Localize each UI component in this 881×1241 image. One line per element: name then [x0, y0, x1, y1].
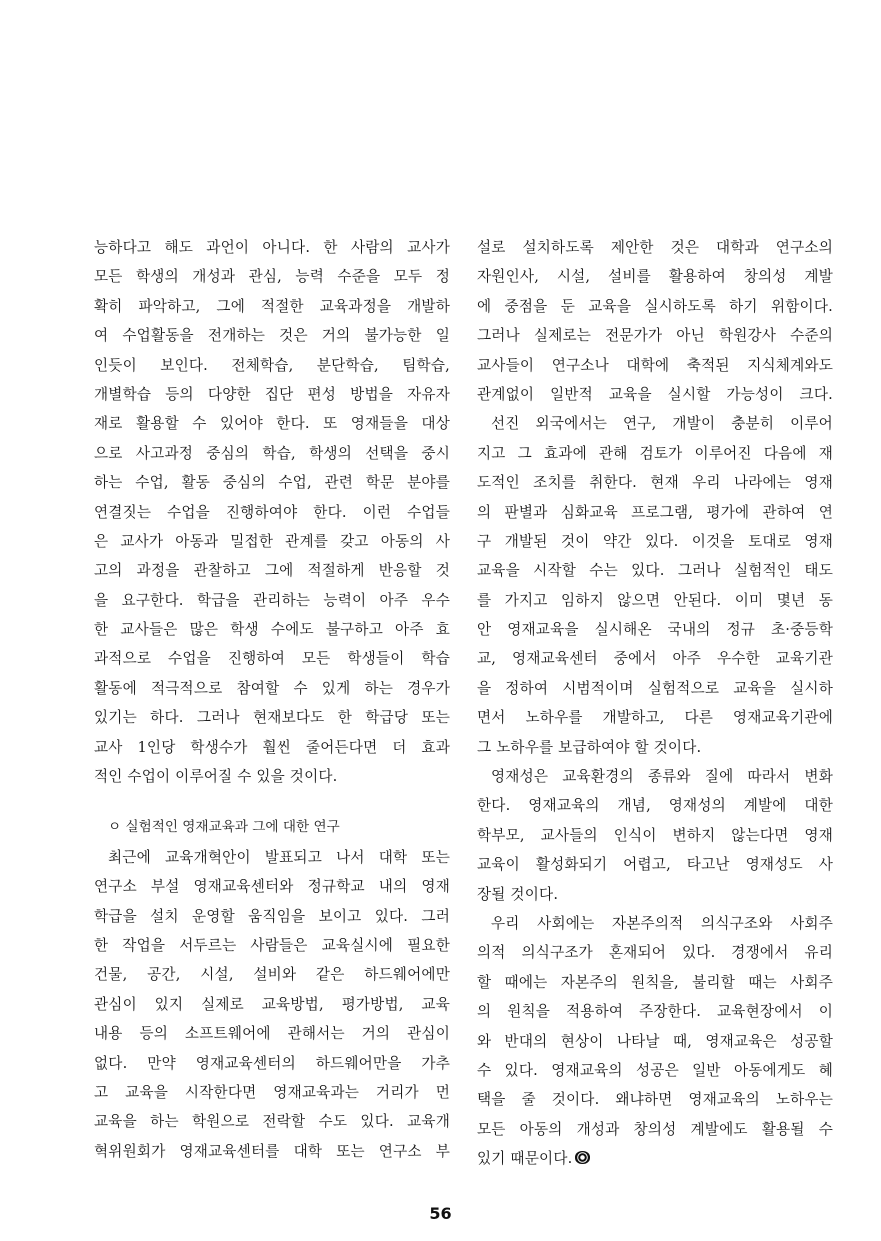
- text-line: 모든 아동의 개성과 창의성 계발에도 활용될 수: [477, 1120, 833, 1138]
- text-line: 과적으로 수업을 진행하여 모든 학생들이 학습: [94, 650, 450, 668]
- text-line: 연구소 부설 영재교육센터와 정규학교 내의 영재: [94, 878, 450, 896]
- text-line: 있기는 하다. 그러나 현재보다도 한 학급당 또는: [94, 709, 450, 727]
- text-line: 확히 파악하고, 그에 적절한 교육과정을 개발하: [94, 297, 450, 315]
- text-line: 택을 줄 것이다. 왜냐하면 영재교육의 노하우는: [477, 1091, 833, 1109]
- text-line: 여 수업활동을 전개하는 것은 거의 불가능한 일: [94, 327, 450, 345]
- text-line: 교사 1인당 학생수가 훨씬 줄어든다면 더 효과: [94, 738, 450, 756]
- text-line: 있기 때문이다.: [477, 1144, 833, 1173]
- text-line: 의 판별과 심화교육 프로그램, 평가에 관하여 연: [477, 503, 833, 521]
- text-line: 혁위원회가 영재교육센터를 대학 또는 연구소 부: [94, 1142, 450, 1160]
- text-line: 자원인사, 시설, 설비를 활용하여 창의성 계발: [477, 268, 833, 286]
- text-line: 안 영재교육을 실시해온 국내의 정규 초·중등학: [477, 621, 833, 639]
- text-line: 구 개발된 것이 약간 있다. 이것을 토대로 영재: [477, 532, 833, 550]
- text-line: 우리 사회에는 자본주의적 의식구조와 사회주: [491, 914, 833, 932]
- paragraph: [477, 233, 833, 409]
- text-line: 지고 그 효과에 관해 검토가 이루어진 다음에 재: [477, 444, 833, 462]
- text-line: 한다. 영재교육의 개념, 영재성의 계발에 대한: [477, 797, 833, 815]
- text-line: 를 가지고 임하지 않으면 안된다. 이미 몇년 동: [477, 591, 833, 609]
- text-line: 학급을 설치 운영할 움직임을 보이고 있다. 그러: [94, 907, 450, 925]
- text-line: 연결짓는 수업을 진행하여야 한다. 이런 수업들: [94, 503, 450, 521]
- text-line: 관계없이 일반적 교육을 실시할 가능성이 크다.: [477, 385, 833, 403]
- left-column: [94, 233, 450, 1166]
- text-line: 수 있다. 영재교육의 성공은 일반 아동에게도 혜: [477, 1061, 833, 1079]
- text-line: 모든 학생의 개성과 관심, 능력 수준을 모두 정: [94, 268, 450, 286]
- text-line: 교사들이 연구소나 대학에 축적된 지식체계와도: [477, 356, 833, 374]
- paragraph: [477, 409, 833, 762]
- paragraph: [477, 762, 833, 909]
- text-line: 그 노하우를 보급하여야 할 것이다.: [477, 738, 702, 756]
- text-line: 와 반대의 현상이 나타날 때, 영재교육은 성공할: [477, 1032, 833, 1050]
- text-line: 개별학습 등의 다양한 집단 편성 방법을 자유자: [94, 385, 450, 403]
- text-line: 에 중점을 둔 교육을 실시하도록 하기 위함이다.: [477, 297, 833, 315]
- text-line: 도적인 조치를 취한다. 현재 우리 나라에는 영재: [477, 474, 833, 492]
- text-line: 그러나 실제로는 전문가가 아닌 학원강사 수준의: [477, 327, 833, 345]
- text-line: 장될 것이다.: [477, 885, 559, 903]
- text-line: 의 원칙을 적용하여 주장한다. 교육현장에서 이: [477, 1003, 833, 1021]
- text-line: 건물, 공간, 시설, 설비와 같은 하드웨어에만: [94, 966, 450, 984]
- text-line: 재로 활용할 수 있어야 한다. 또 영재들을 대상: [94, 415, 450, 433]
- paragraph: [94, 843, 450, 1166]
- article-end-mark-icon: [575, 1151, 590, 1164]
- text-line: 교육을 하는 학원으로 전락할 수도 있다. 교육개: [94, 1113, 450, 1131]
- text-line: 영재성은 교육환경의 종류와 질에 따라서 변화: [491, 768, 833, 786]
- text-line: 한 작업을 서두르는 사람들은 교육실시에 필요한: [94, 936, 450, 954]
- text-line: 고 교육을 시작한다면 영재교육과는 거리가 먼: [94, 1083, 450, 1101]
- text-line: 으로 사고과정 중심의 학습, 학생의 선택을 중시: [94, 444, 450, 462]
- text-line: 설로 설치하도록 제안한 것은 대학과 연구소의: [477, 239, 833, 256]
- text-line: 교육을 시작할 수는 있다. 그러나 실험적인 태도: [477, 562, 833, 580]
- text-line: 의적 의식구조가 혼재되어 있다. 경쟁에서 유리: [477, 944, 833, 962]
- text-line: 교, 영재교육센터 중에서 아주 우수한 교육기관: [477, 650, 833, 668]
- text-line: 할 때에는 자본주의 원칙을, 불리할 때는 사회주: [477, 973, 833, 991]
- text-line: 인듯이 보인다. 전체학습, 분단학습, 팀학습,: [94, 356, 450, 374]
- text-line: 하는 수업, 활동 중심의 수업, 관련 학문 분야를: [94, 474, 450, 492]
- text-line: 면서 노하우를 개발하고, 다른 영재교육기관에: [477, 709, 833, 727]
- text-line: 한 교사들은 많은 학생 수에도 불구하고 아주 효: [94, 621, 450, 639]
- text-line: 을 요구한다. 학급을 관리하는 능력이 아주 우수: [94, 591, 450, 609]
- text-line: 최근에 교육개혁안이 발표되고 나서 대학 또는: [108, 848, 450, 866]
- paragraph: [94, 233, 450, 791]
- text-line: 관심이 있지 실제로 교육방법, 평가방법, 교육: [94, 995, 450, 1013]
- text-line: 능하다고 해도 과언이 아니다. 한 사람의 교사가: [94, 239, 450, 256]
- text-line: 내용 등의 소프트웨어에 관해서는 거의 관심이: [94, 1025, 450, 1043]
- text-line: 교육이 활성화되기 어렵고, 타고난 영재성도 사: [477, 856, 833, 874]
- section-subheading: ㅇ 실험적인 영재교육과 그에 대한 연구: [108, 819, 340, 836]
- text-line: 은 교사가 아동과 밀접한 관계를 갖고 아동의 사: [94, 532, 450, 550]
- section-gap: [94, 791, 450, 813]
- text-line: 없다. 만약 영재교육센터의 하드웨어만을 가추: [94, 1054, 450, 1072]
- paragraph: [477, 909, 833, 1174]
- text-line: 학부모, 교사들의 인식이 변하지 않는다면 영재: [477, 826, 833, 844]
- text-line: 활동에 적극적으로 참여할 수 있게 하는 경우가: [94, 679, 450, 697]
- text-line: 고의 과정을 관찰하고 그에 적절하게 반응할 것: [94, 562, 450, 580]
- right-column: [477, 233, 833, 1174]
- text-line: 을 정하여 시범적이며 실험적으로 교육을 실시하: [477, 679, 833, 697]
- text-line: 적인 수업이 이루어질 수 있을 것이다.: [94, 768, 338, 786]
- page-number: 56: [429, 1204, 452, 1223]
- text-line: 선진 외국에서는 연구, 개발이 충분히 이루어: [491, 415, 833, 433]
